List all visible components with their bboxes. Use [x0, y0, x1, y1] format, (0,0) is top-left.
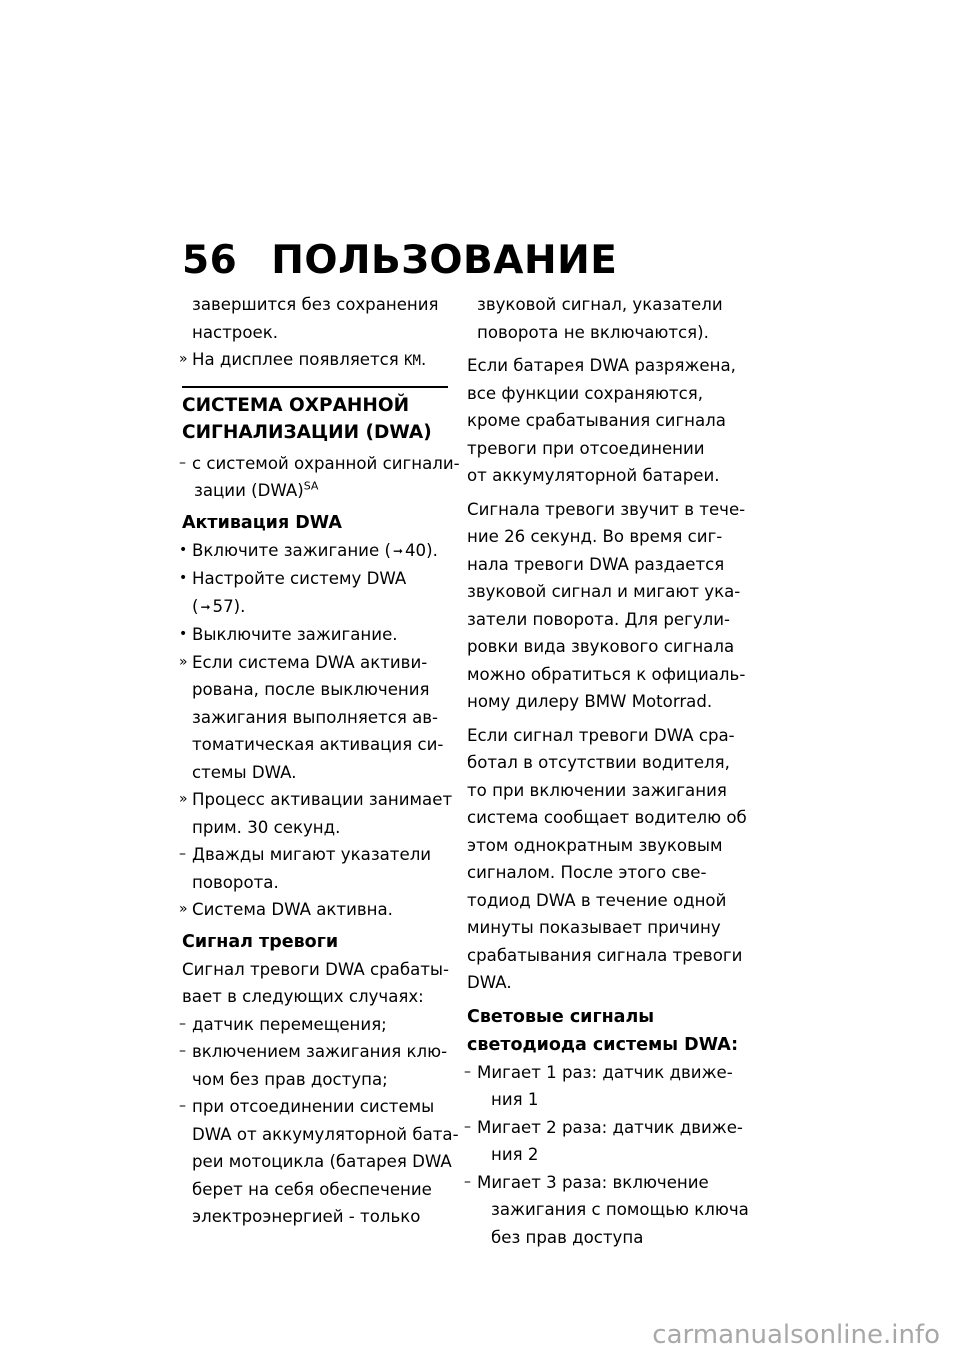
paragraph-line: тревоги при отсоединении	[467, 438, 705, 458]
right-column: звуковой сигнал, указатели поворота не включаются). Если батарея DWA разряжена, все функции сохраняются, кроме срабатывания сигнала тревоги при отсоединении от аккумуляторной батареи. Сигнала тревоги звучит в тече- ние 26 секунд. Во время сиг- нала тревоги DWA раздается звуковой сигнал и мигают ука- затели поворота. Для регули- ровки вида звукового сигнала можно обратиться к официаль- ному дилеру BMW Motorrad. Если сигнал тревоги DWA сра- ботал в отсутствии водителя, то при включении зажигания система сообщает водителю об этом однократным звуковым сигналом. После этого све- тодиод DWA в течение одной минуты показывает причину срабатывания сигнала тревоги DWA. Световые сигналы светодиода системы DWA: – Мигает 1 раз: датчик движе- ния 1 – Мигает 2 раза: датчик движе- ния 2 – Мигает 3 раза: включение зажигания с помощью ключа без прав доступа	[464, 295, 749, 1247]
paragraph-line: то при включении зажигания	[467, 780, 727, 800]
bullet-item: • Настройте систему DWA	[179, 569, 407, 588]
paragraph-line: Сигнала тревоги звучит в тече-	[467, 499, 746, 519]
page-number: 56	[182, 238, 238, 283]
paragraph-line: сигналом. После этого све-	[467, 863, 707, 882]
subsection-title: Активация DWA	[182, 512, 342, 533]
paragraph-line: срабатывания сигнала тревоги	[467, 945, 743, 965]
left-column: завершится без сохранения настроек. » На дисплее появляется KM. СИСТЕМА ОХРАННОЙ СИГНАЛИЗАЦИИ (DWA) – с системой охранной сигнали- зации (DWA)$^{SA}$ Активация DWA • Включите зажигание ( ➞ 40). • Настройте систему DWA ( ➞ 57). • Выключите зажигание. » Если система DWA активи- рована, после выключения зажигания выполняется ав- томатическая активация си- стемы DWA. » Процесс активации занимает прим. 30 секунд. – Дважды мигают указатели поворота. » Система DWA активна. Сигнал тревоги Сигнал тревоги DWA срабаты- вает в следующих случаях: – датчик перемещения; – включением зажигания клю- чом без прав доступа; – при отсоединении системы DWA от аккумуляторной бата- реи мотоцикла (батарея DWA берет на себя обеспечение электроэнергией - только	[182, 291, 454, 1231]
subsection-title: Световые сигналы	[467, 1006, 655, 1027]
result-item: » Система DWA активна.	[179, 900, 393, 919]
paragraph-line: ровки вида звукового сигнала	[467, 637, 735, 656]
paragraph-line: минуты показывает причину	[467, 918, 721, 937]
paragraph-line: нала тревоги DWA раздается	[467, 554, 725, 574]
paragraph-line: все функции сохраняются,	[467, 383, 704, 403]
dash-item: – Мигает 3 раза: включение	[464, 1172, 709, 1192]
dash-item: – при отсоединении системы	[179, 1097, 435, 1116]
paragraph-line: этом однократным звуковым	[467, 835, 723, 855]
watermark: carmanualsonline.info	[652, 1320, 940, 1350]
chapter-title: ПОЛЬЗОВАНИЕ	[271, 238, 618, 283]
paragraph-line: тодиод DWA в течение одной	[467, 890, 727, 910]
paragraph-line: затели поворота. Для регули-	[467, 609, 731, 629]
dash-item: – Дважды мигают указатели	[179, 845, 432, 864]
subsection-title: светодиода системы DWA:	[467, 1034, 739, 1055]
paragraph-line: Сигнал тревоги DWA срабаты-	[182, 959, 449, 979]
paragraph-line: DWA.	[467, 973, 512, 992]
paragraph-line: вает в следующих случаях:	[182, 987, 424, 1006]
paragraph-line: Если батарея DWA разряжена,	[467, 356, 736, 375]
paragraph-line: ботал в отсутствии водителя,	[467, 753, 730, 772]
section-rule	[182, 386, 448, 388]
dash-item: – с системой охранной сигнали-	[179, 453, 460, 473]
dash-item: – Мигает 1 раз: датчик движе-	[464, 1062, 733, 1082]
dash-item: – датчик перемещения;	[179, 1014, 387, 1034]
paragraph-line: ному дилеру BMW Motorrad.	[467, 692, 713, 711]
bullet-item: • Включите зажигание ( ➞ 40).	[182, 537, 454, 566]
intro-line: настроек.	[192, 322, 278, 342]
paragraph-line: можно обратиться к официаль-	[467, 664, 746, 684]
paragraph-line: звуковой сигнал и мигают ука-	[467, 582, 741, 601]
result-item: » Если система DWA активи-	[179, 652, 428, 672]
dash-item: – включением зажигания клю-	[179, 1042, 448, 1061]
bullet-item-cont: ( ➞ 57).	[182, 593, 454, 622]
display-code: KM	[404, 353, 421, 369]
result-item: » На дисплее появляется KM.	[182, 346, 454, 376]
arrow-right-icon: ➞	[392, 543, 403, 558]
paragraph-line: ние 26 секунд. Во время сиг-	[467, 527, 723, 546]
arrow-right-icon: ➞	[200, 599, 211, 614]
page-header	[182, 238, 617, 283]
bullet-item: • Выключите зажигание.	[179, 625, 398, 644]
subsection-title: Сигнал тревоги	[182, 931, 339, 952]
section-title: СИГНАЛИЗАЦИИ (DWA)	[182, 421, 432, 443]
paragraph-line: Если сигнал тревоги DWA сра-	[467, 725, 735, 745]
dash-item: – Мигает 2 раза: датчик движе-	[464, 1117, 743, 1137]
paragraph-line: система сообщает водителю об	[467, 808, 747, 827]
paragraph-line: от аккумуляторной батареи.	[467, 466, 720, 485]
section-title: СИСТЕМА ОХРАННОЙ	[182, 394, 410, 416]
sa-superscript: SA	[303, 479, 319, 493]
intro-line: завершится без сохранения	[192, 295, 439, 314]
paragraph-line: кроме срабатывания сигнала	[467, 411, 726, 430]
result-item: » Процесс активации занимает	[179, 790, 453, 809]
result-marker: »	[179, 351, 188, 367]
dash-item-cont: зации (DWA)$^{SA}$	[194, 479, 319, 500]
